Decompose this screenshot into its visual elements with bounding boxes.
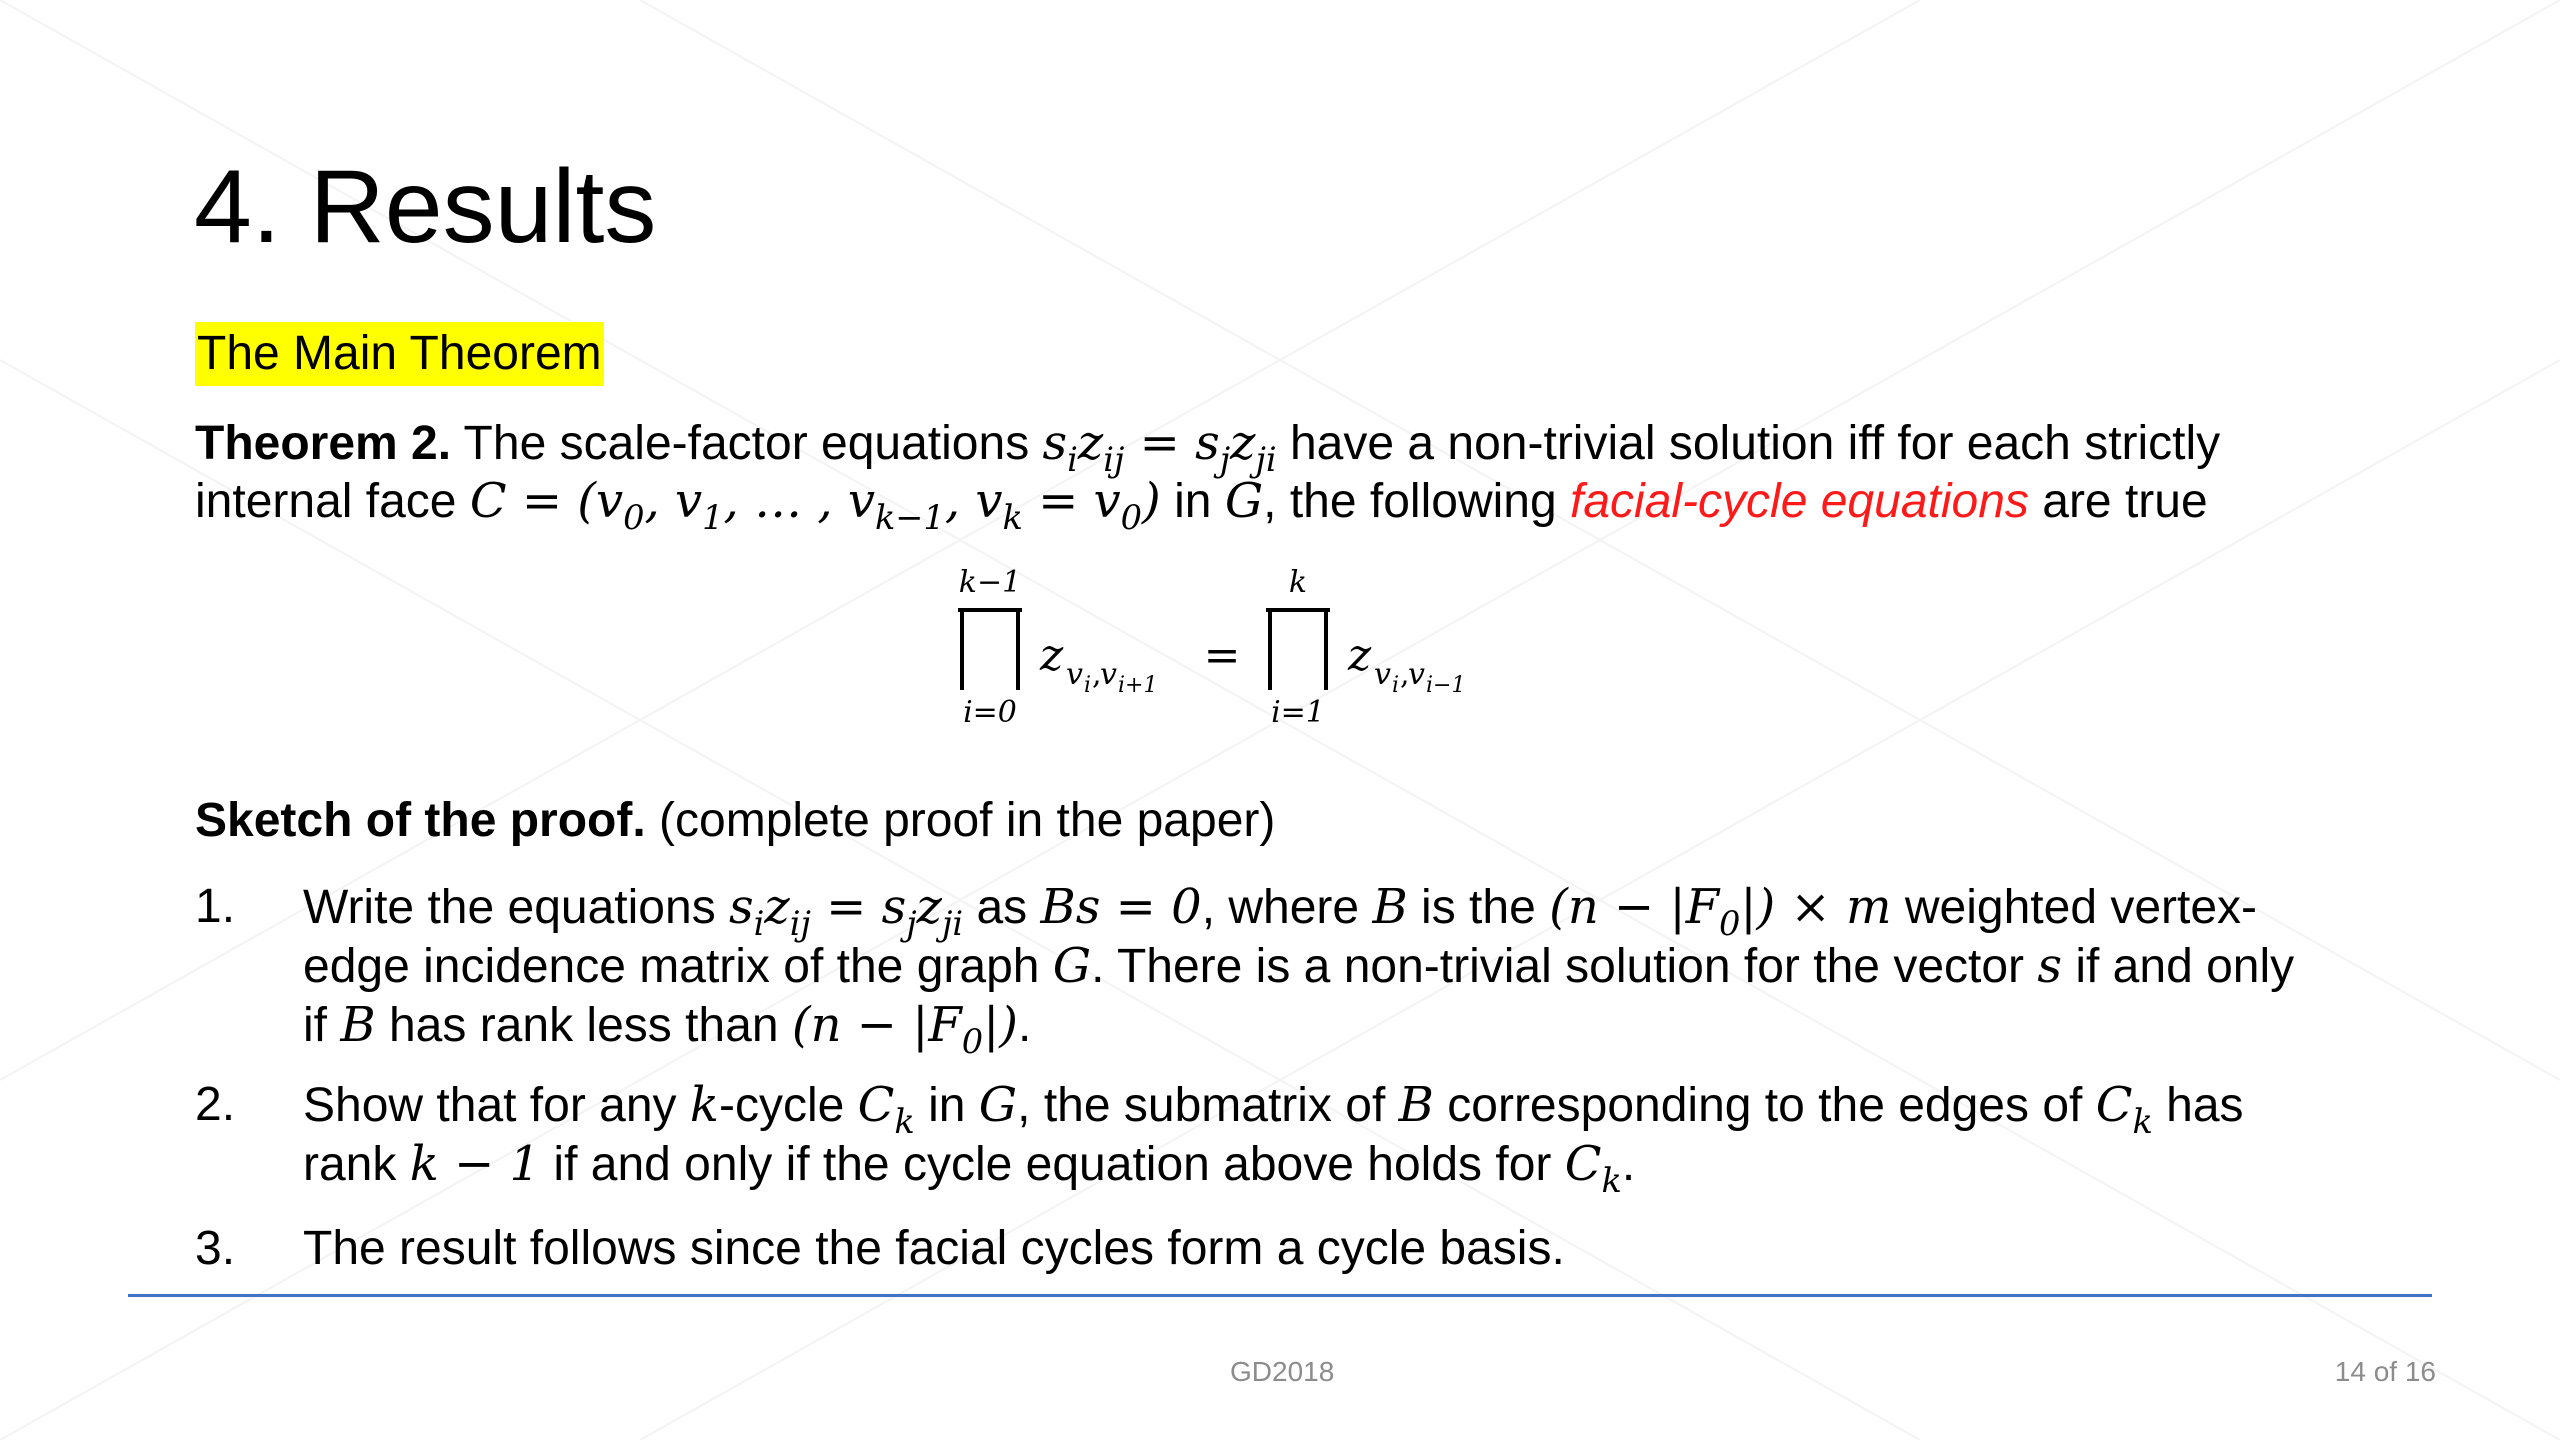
item-text: edge incidence matrix of the graph — [303, 940, 1053, 993]
rank-expression: k − 1 — [409, 1136, 541, 1192]
theorem-text: internal face — [195, 475, 470, 528]
item-text: if — [303, 999, 341, 1052]
theorem-line-2 — [195, 472, 2208, 537]
rank-expression: $(n - |F_0|)$ — [791, 997, 1019, 1061]
graph-symbol: G — [978, 1077, 1018, 1133]
matrix-symbol: B — [1372, 879, 1408, 935]
item-text: in — [914, 1079, 979, 1132]
item-text: . There is a non-trivial solution for the vector — [1091, 940, 2038, 993]
item-text: . — [1018, 999, 1032, 1052]
item-text: as — [963, 881, 1041, 934]
theorem-line-1 — [195, 414, 2221, 479]
footer-conference: GD2018 — [1230, 1356, 1335, 1387]
svg-text:i: i — [1084, 673, 1092, 698]
item-text: if and only if the cycle equation above holds for — [540, 1138, 1565, 1191]
facial-cycle-equation — [0, 560, 2560, 760]
item-text: has rank less than — [375, 999, 792, 1052]
svg-text:k−1: k−1 — [958, 565, 1022, 600]
theorem-text: are true — [2028, 475, 2208, 528]
svg-text:=: = — [1203, 630, 1241, 681]
item-number: 3. — [195, 1222, 236, 1275]
item-text: corresponding to the edges of — [1433, 1079, 2096, 1132]
svg-text:i=0: i=0 — [963, 695, 1017, 730]
svg-text:,: , — [1092, 657, 1102, 692]
k-symbol: k — [689, 1077, 719, 1133]
svg-text:v: v — [1100, 657, 1117, 692]
item-text: if and only — [2062, 940, 2295, 993]
sketch-heading — [195, 792, 1275, 850]
item-text: weighted vertex- — [1891, 881, 2258, 934]
svg-text:i+1: i+1 — [1118, 673, 1158, 698]
svg-text:v: v — [1408, 657, 1425, 692]
matrix-symbol: B — [340, 997, 376, 1053]
item-text: Show that for any — [303, 1079, 690, 1132]
cycle-symbol: $C_k$ — [1564, 1136, 1622, 1200]
sketch-note: (complete proof in the paper) — [645, 794, 1276, 847]
item-text: -cycle — [718, 1079, 858, 1132]
theorem-text: have a non-trivial solution iff for each strictly — [1276, 417, 2221, 470]
theorem-text: in — [1160, 475, 1225, 528]
item-text: . — [1621, 1138, 1636, 1191]
item-text: , the submatrix of — [1017, 1079, 1399, 1132]
svg-text:z: z — [1040, 630, 1064, 681]
cycle-symbol: $C_k$ — [857, 1077, 915, 1141]
item-text: has — [2152, 1079, 2244, 1132]
footer-divider — [128, 1294, 2432, 1297]
facial-cycle-equations-emphasis: facial-cycle equations — [1570, 475, 2029, 528]
scale-equation: $s_iz_{ij} = s_jz_{ji}$ — [729, 879, 964, 943]
scale-equation: $s_iz_{ij} = s_jz_{ji}$ — [1042, 415, 1277, 479]
cycle-symbol: $C_k$ — [2095, 1077, 2153, 1141]
section-highlight: The Main Theorem — [195, 322, 604, 386]
face-definition: $C = (v_0$, $v_1$, … , $v_{k-1}$, $v_k = v_0$) — [469, 473, 1161, 537]
svg-text:z: z — [1348, 630, 1372, 681]
item-text: The result follows since the facial cycles form a cycle basis. — [303, 1222, 1565, 1275]
page-number: 14 of 16 — [2334, 1356, 2436, 1387]
graph-symbol: G — [1224, 473, 1264, 529]
item-text: is the — [1407, 881, 1550, 934]
svg-text:v: v — [1066, 657, 1083, 692]
theorem-label: Theorem 2. — [195, 417, 452, 470]
svg-text:i: i — [1392, 673, 1400, 698]
slide-title: 4. Results — [194, 149, 657, 265]
item-text: rank — [303, 1138, 410, 1191]
theorem-text: , the following — [1263, 475, 1570, 528]
graph-symbol: G — [1052, 938, 1092, 994]
svg-text:i−1: i−1 — [1426, 673, 1466, 698]
vector-symbol: s — [2037, 938, 2062, 994]
matrix-dimension: $(n - |F_0|) \times m$ — [1549, 879, 1892, 943]
item-text: , where — [1201, 881, 1373, 934]
sketch-label: Sketch of the proof. — [195, 794, 646, 847]
svg-text:,: , — [1400, 657, 1410, 692]
theorem-text: The scale-factor equations — [451, 417, 1043, 470]
svg-text:k: k — [1288, 565, 1308, 600]
svg-text:v: v — [1374, 657, 1391, 692]
matrix-equation: Bs = 0 — [1040, 879, 1202, 935]
item-text: Write the equations — [303, 881, 730, 934]
item-number: 1. — [195, 880, 236, 933]
item-number: 2. — [195, 1078, 236, 1131]
svg-text:i=1: i=1 — [1271, 695, 1325, 730]
matrix-symbol: B — [1398, 1077, 1434, 1133]
